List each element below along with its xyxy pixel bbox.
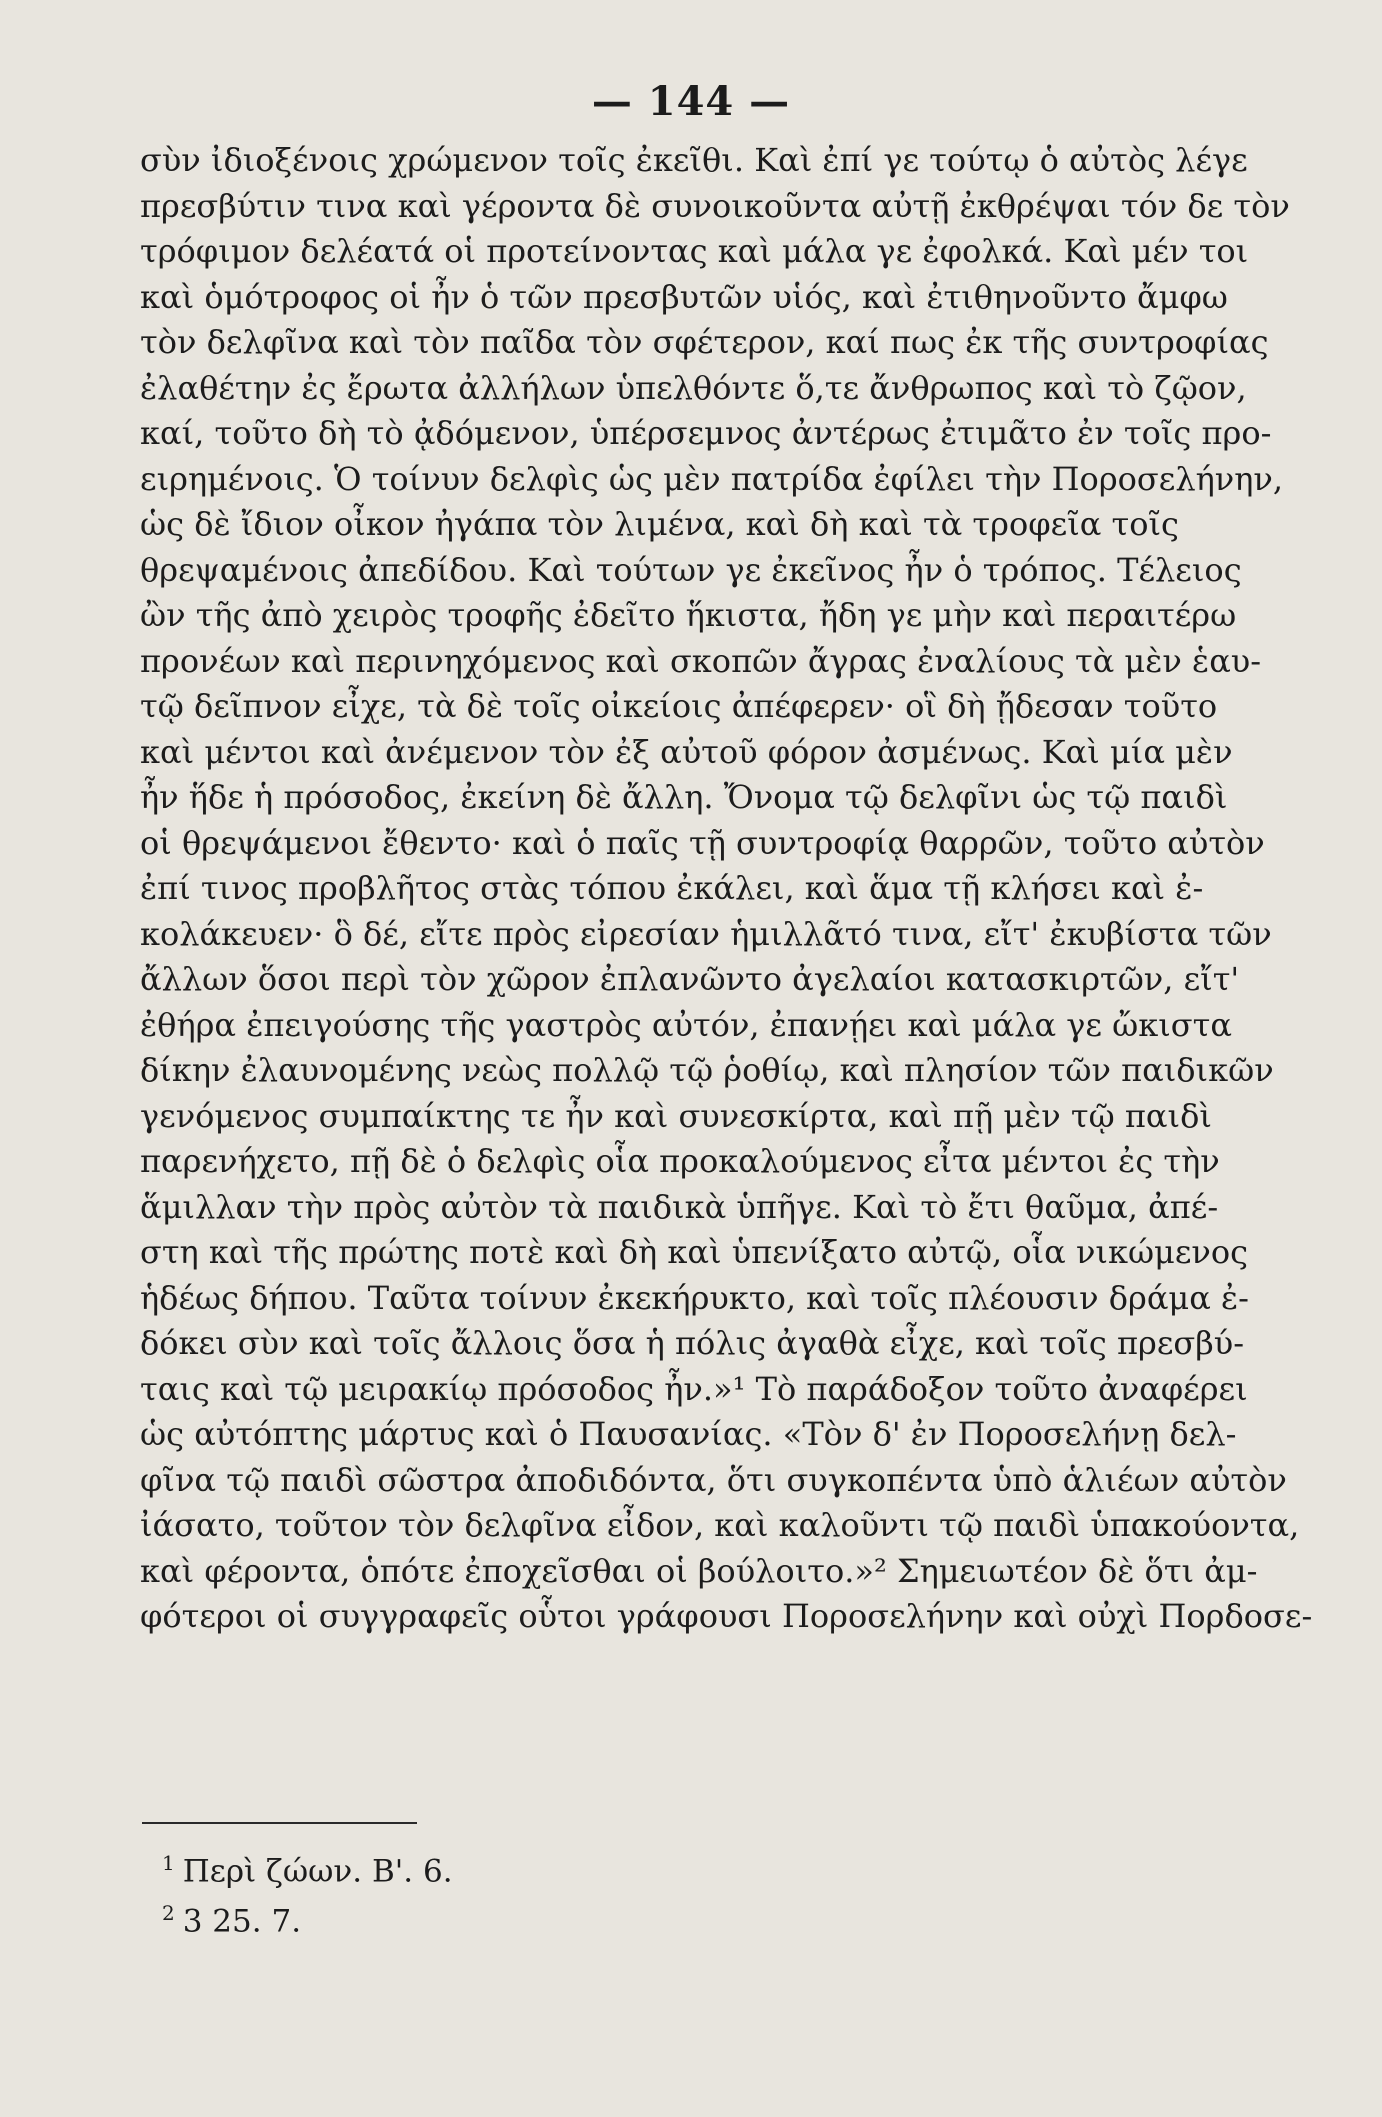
main-text — [140, 138, 1313, 1640]
page-number: — 144 — — [591, 78, 791, 125]
text-line: ἦν ἥδε ἡ πρόσοδος, ἐκείνη δὲ ἄλλη. Ὄνομα τῷ δελφῖνι ὡς τῷ παιδὶ — [140, 778, 1228, 816]
text-line: ὡς δὲ ἴδιον οἶκον ἠγάπα τὸν λιμένα, καὶ δὴ καὶ τὰ τροφεῖα τοῖς — [140, 505, 1179, 543]
footnote-mark: 1 — [162, 1851, 175, 1875]
text-line: ὢν τῆς ἀπὸ χειρὸς τροφῆς ἐδεῖτο ἥκιστα, ἤδη γε μὴν καὶ περαιτέρω — [140, 596, 1237, 634]
footnote — [162, 1888, 862, 1938]
footnote-divider — [142, 1822, 417, 1824]
footnote-text: Περὶ ζώων. Β'. 6. — [182, 1853, 453, 1890]
text-line: θρεψαμένοις ἀπεδίδου. Καὶ τούτων γε ἐκεῖνος ἦν ὁ τρόπος. Τέλειος — [140, 550, 1242, 589]
text-line: σὺν ἰδιοξένοις χρώμενον τοῖς ἐκεῖθι. Καὶ ἐπί γε τούτῳ ὁ αὐτὸς λέγε — [140, 141, 1248, 179]
text-line: ἐθήρα ἐπειγούσης τῆς γαστρὸς αὐτόν, ἐπανῄει καὶ μάλα γε ὤκιστα — [140, 1005, 1232, 1044]
footnote-mark: 2 — [162, 1901, 175, 1925]
text-line: ἅμιλλαν τὴν πρὸς αὐτὸν τὰ παιδικὰ ὑπῆγε. Καὶ τὸ ἔτι θαῦμα, ἀπέ- — [140, 1187, 1219, 1226]
text-line: ἐλαθέτην ἐς ἔρωτα ἀλλήλων ὑπελθόντε ὅ,τε ἄνθρωπος καὶ τὸ ζῷον, — [140, 368, 1247, 407]
text-line: καὶ ὁμότροφος οἱ ἦν ὁ τῶν πρεσβυτῶν υἱός, καὶ ἐτιθηνοῦντο ἄμφω — [140, 277, 1228, 316]
text-line: ταις καὶ τῷ μειρακίῳ πρόσοδος ἦν.»¹ Τὸ παράδοξον τοῦτο ἀναφέρει — [140, 1369, 1248, 1408]
text-line: δίκην ἐλαυνομένης νεὼς πολλῷ τῷ ῥοθίῳ, καὶ πλησίον τῶν παιδικῶν — [140, 1051, 1274, 1089]
text-line: προνέων καὶ περινηχόμενος καὶ σκοπῶν ἄγρας ἐναλίους τὰ μὲν ἑαυ- — [140, 641, 1262, 680]
text-line: τῷ δεῖπνον εἶχε, τὰ δὲ τοῖς οἰκείοις ἀπέφερεν· οἳ δὴ ᾔδεσαν τοῦτο — [140, 687, 1218, 725]
footnote — [162, 1838, 862, 1888]
text-line: ἐπί τινος προβλῆτος στὰς τόπου ἐκάλει, καὶ ἅμα τῇ κλήσει καὶ ἐ- — [140, 869, 1204, 907]
text-line: δόκει σὺν καὶ τοῖς ἄλλοις ὅσα ἡ πόλις ἀγαθὰ εἶχε, καὶ τοῖς πρεσβύ- — [140, 1324, 1245, 1362]
text-line: ἄλλων ὅσοι περὶ τὸν χῶρον ἐπλανῶντο ἀγελαίοι κατασκιρτῶν, εἴτ' — [140, 960, 1240, 998]
text-line: ἰάσατο, τοῦτον τὸν δελφῖνα εἶδον, καὶ καλοῦντι τῷ παιδὶ ὑπακούοντα, — [140, 1506, 1300, 1544]
text-line: γενόμενος συμπαίκτης τε ἦν καὶ συνεσκίρτα, καὶ πῇ μὲν τῷ παιδὶ — [140, 1096, 1212, 1135]
text-line: τὸν δελφῖνα καὶ τὸν παῖδα τὸν σφέτερον, καί πως ἐκ τῆς συντροφίας — [140, 323, 1269, 361]
text-line: τρόφιμον δελέατά οἱ προτείνοντας καὶ μάλα γε ἐφολκά. Καὶ μέν τοι — [140, 232, 1249, 270]
text-line: οἱ θρεψάμενοι ἔθεντο· καὶ ὁ παῖς τῇ συντροφίᾳ θαρρῶν, τοῦτο αὐτὸν — [140, 823, 1265, 862]
footnote-text: 3 25. 7. — [182, 1903, 302, 1940]
text-line: καὶ μέντοι καὶ ἀνέμενον τὸν ἐξ αὐτοῦ φόρον ἀσμένως. Καὶ μία μὲν — [140, 732, 1233, 771]
text-line: φῖνα τῷ παιδὶ σῶστρα ἀποδιδόντα, ὅτι συγκοπέντα ὑπὸ ἁλιέων αὐτὸν — [140, 1460, 1287, 1499]
text-line: στη καὶ τῆς πρώτης ποτὲ καὶ δὴ καὶ ὑπενίξατο αὐτῷ, οἷα νικώμενος — [140, 1233, 1249, 1271]
text-line: κολάκευεν· ὃ δέ, εἴτε πρὸς εἰρεσίαν ἡμιλλᾶτό τινα, εἴτ' ἐκυβίστα τῶν — [140, 914, 1272, 953]
text-line: καὶ φέροντα, ὁπότε ἐποχεῖσθαι οἱ βούλοιτο.»² Σημειωτέον δὲ ὅτι ἀμ- — [140, 1551, 1258, 1590]
text-line: παρενήχετο, πῇ δὲ ὁ δελφὶς οἷα προκαλούμενος εἶτα μέντοι ἐς τὴν — [140, 1142, 1220, 1180]
text-line: ειρημένοις. Ὁ τοίνυν δελφὶς ὡς μὲν πατρίδα ἐφίλει τὴν Ποροσελήνην, — [140, 459, 1284, 498]
text-line: ὡς αὐτόπτης μάρτυς καὶ ὁ Παυσανίας. «Τὸν δ' ἐν Ποροσελήνῃ δελ- — [140, 1415, 1237, 1453]
text-line: καί, τοῦτο δὴ τὸ ᾀδόμενον, ὑπέρσεμνος ἀντέρως ἐτιμᾶτο ἐν τοῖς προ- — [140, 414, 1272, 452]
text-line: φότεροι οἱ συγγραφεῖς οὗτοι γράφουσι Ποροσελήνην καὶ οὐχὶ Πορδοσε- — [140, 1597, 1313, 1635]
text-line: ἡδέως δήπου. Ταῦτα τοίνυν ἐκεκήρυκτο, καὶ τοῖς πλέουσιν δράμα ἐ- — [140, 1278, 1249, 1317]
text-line: πρεσβύτιν τινα καὶ γέροντα δὲ συνοικοῦντα αὐτῇ ἐκθρέψαι τόν δε τὸν — [140, 186, 1290, 225]
footnotes — [162, 1838, 862, 1938]
